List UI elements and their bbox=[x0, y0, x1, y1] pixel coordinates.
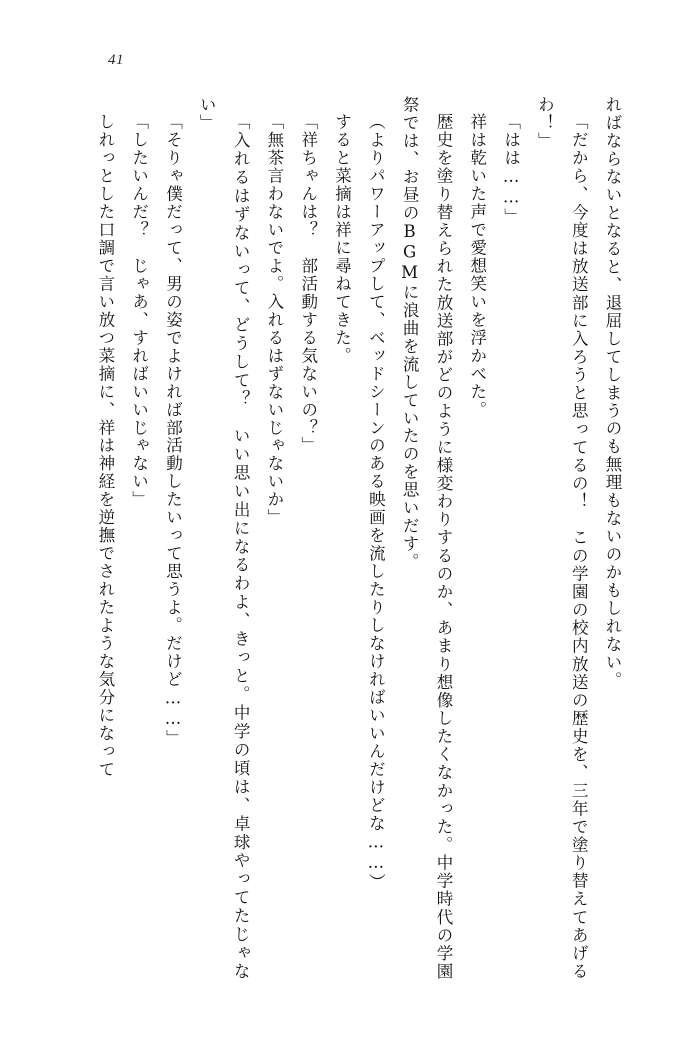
paragraph: 祥は乾いた声で愛想笑いを浮かべた。 bbox=[467, 112, 487, 419]
paragraph: ればならないとなると、退屈してしまうのも無理もないのかもしれない。 bbox=[603, 96, 622, 690]
paragraph: 「そりゃ僕だって、男の姿でよければ部活動したいって思うよ。だけど……」 bbox=[163, 112, 183, 747]
paragraph: 「祥ちゃんは？ 部活動する気ないの？」 bbox=[298, 112, 318, 455]
paragraph: 歴史を塗り替えられた放送部がどのように様変わりするのか、あまり想像したくなかった。中学時代の学園祭では、お昼のBGMに浪曲を流していたのを思いだす。 bbox=[400, 96, 453, 980]
paragraph: しれっとした口調で言い放つ菜摘に、祥は神経を逆撫でされたような気分になって bbox=[95, 112, 115, 778]
page-number: 41 bbox=[108, 52, 124, 68]
paragraph: 「はは……」 bbox=[501, 112, 521, 226]
paragraph: 「だから、今度は放送部に入ろうと思ってるの！ この学園の校内放送の歴史を、三年で塗り替えてあげるわ！」 bbox=[535, 96, 589, 980]
paragraph: 「無茶言わないでよ。入れるはずないじゃないか」 bbox=[264, 112, 284, 527]
page-text-body bbox=[70, 96, 629, 980]
paragraph: 「入れるはずないって、どうして？ いい思い出になるわよ、きっと。中学の頃は、卓球やってたじゃない」 bbox=[197, 96, 251, 980]
paragraph: 「したいんだ？ じゃあ、すればいいじゃない」 bbox=[129, 112, 149, 509]
paragraph: （よりパワーアップして、ベッドシーンのある映画を流したりしなければいいんだけどな……） bbox=[366, 112, 386, 891]
paragraph: すると菜摘は祥に尋ねてきた。 bbox=[332, 112, 352, 365]
